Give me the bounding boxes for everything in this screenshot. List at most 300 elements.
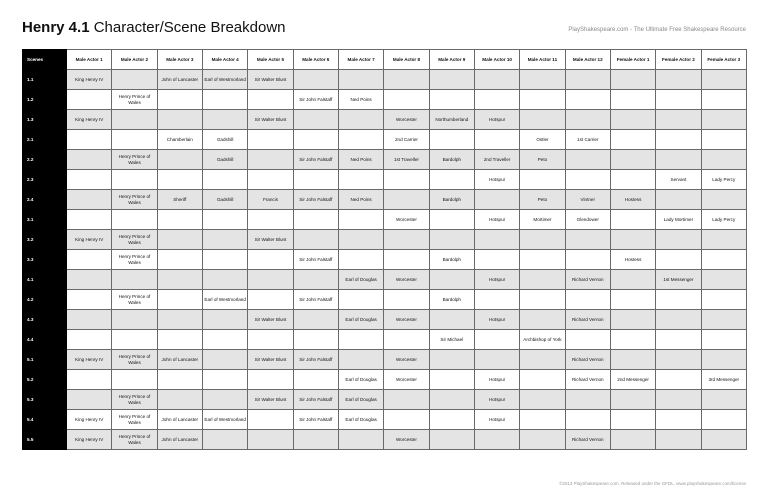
table-row: [23, 210, 747, 230]
role-cell: Hotspur: [474, 410, 519, 430]
role-cell: [157, 150, 202, 170]
role-cell: [520, 250, 565, 270]
role-cell: [293, 310, 338, 330]
role-cell: Worcester: [384, 310, 429, 330]
scene-label: 2.2: [23, 150, 67, 170]
role-cell: [338, 290, 383, 310]
role-cell: [202, 310, 247, 330]
role-cell: Servant: [656, 170, 701, 190]
role-cell: Earl of Douglas: [338, 370, 383, 390]
role-cell: Worcester: [384, 370, 429, 390]
role-cell: [565, 230, 610, 250]
role-cell: [565, 390, 610, 410]
role-cell: [656, 390, 701, 410]
role-cell: [520, 230, 565, 250]
role-cell: [429, 350, 474, 370]
role-cell: Earl of Douglas: [338, 410, 383, 430]
column-header-actor: Male Actor 3: [157, 50, 202, 70]
role-cell: [610, 130, 655, 150]
scene-label: 2.1: [23, 130, 67, 150]
role-cell: [248, 330, 293, 350]
role-cell: [610, 290, 655, 310]
role-cell: Sir John Falstaff: [293, 150, 338, 170]
role-cell: Worcester: [384, 270, 429, 290]
role-cell: [67, 190, 112, 210]
role-cell: [656, 190, 701, 210]
role-cell: Sir John Falstaff: [293, 190, 338, 210]
role-cell: Henry Prince of Wales: [112, 350, 157, 370]
role-cell: Vintner: [565, 190, 610, 210]
role-cell: Bardolph: [429, 150, 474, 170]
role-cell: [565, 290, 610, 310]
role-cell: [565, 70, 610, 90]
role-cell: Peto: [520, 190, 565, 210]
scene-label: 4.2: [23, 290, 67, 310]
role-cell: Hotspur: [474, 370, 519, 390]
role-cell: [157, 370, 202, 390]
role-cell: [656, 130, 701, 150]
role-cell: [384, 390, 429, 410]
role-cell: [293, 70, 338, 90]
table-row: [23, 390, 747, 410]
role-cell: [474, 350, 519, 370]
role-cell: [202, 110, 247, 130]
role-cell: Earl of Westmorland: [202, 70, 247, 90]
role-cell: [202, 430, 247, 450]
role-cell: Archbishop of York: [520, 330, 565, 350]
role-cell: [248, 170, 293, 190]
role-cell: [565, 410, 610, 430]
role-cell: [248, 130, 293, 150]
role-cell: [565, 330, 610, 350]
role-cell: John of Lancaster: [157, 70, 202, 90]
role-cell: [248, 290, 293, 310]
role-cell: [202, 230, 247, 250]
role-cell: [429, 170, 474, 190]
role-cell: [202, 390, 247, 410]
role-cell: [248, 370, 293, 390]
role-cell: [474, 190, 519, 210]
role-cell: [248, 250, 293, 270]
role-cell: [610, 230, 655, 250]
role-cell: [67, 270, 112, 290]
role-cell: [701, 250, 746, 270]
table-row: [23, 110, 747, 130]
role-cell: [67, 90, 112, 110]
role-cell: [520, 270, 565, 290]
role-cell: 1st Messenger: [656, 270, 701, 290]
role-cell: [701, 110, 746, 130]
role-cell: Lady Mortimer: [656, 210, 701, 230]
role-cell: [656, 370, 701, 390]
role-cell: John of Lancaster: [157, 350, 202, 370]
role-cell: John of Lancaster: [157, 430, 202, 450]
role-cell: [338, 130, 383, 150]
role-cell: [610, 110, 655, 130]
role-cell: [384, 250, 429, 270]
role-cell: [67, 290, 112, 310]
role-cell: [429, 130, 474, 150]
role-cell: [656, 250, 701, 270]
scene-label: 2.4: [23, 190, 67, 210]
column-header-actor: Male Actor 5: [248, 50, 293, 70]
role-cell: Mortimer: [520, 210, 565, 230]
role-cell: Bardolph: [429, 250, 474, 270]
role-cell: [248, 270, 293, 290]
role-cell: [474, 70, 519, 90]
role-cell: [293, 210, 338, 230]
role-cell: Hostess: [610, 190, 655, 210]
role-cell: [656, 290, 701, 310]
role-cell: Bardolph: [429, 290, 474, 310]
role-cell: Sir John Falstaff: [293, 90, 338, 110]
role-cell: Gadshill: [202, 130, 247, 150]
role-cell: Hotspur: [474, 110, 519, 130]
role-cell: [338, 210, 383, 230]
scene-label: 5.2: [23, 370, 67, 390]
role-cell: [293, 170, 338, 190]
table-row: [23, 230, 747, 250]
role-cell: Henry Prince of Wales: [112, 410, 157, 430]
role-cell: [656, 410, 701, 430]
header-row: [23, 50, 747, 70]
role-cell: 2nd Traveller: [474, 150, 519, 170]
table-row: [23, 310, 747, 330]
role-cell: [610, 70, 655, 90]
role-cell: [157, 290, 202, 310]
role-cell: [293, 430, 338, 450]
role-cell: Northumberland: [429, 110, 474, 130]
scene-label: 2.3: [23, 170, 67, 190]
role-cell: [429, 70, 474, 90]
role-cell: Richard Vernon: [565, 350, 610, 370]
role-cell: [610, 210, 655, 230]
role-cell: Earl of Douglas: [338, 270, 383, 290]
role-cell: [384, 190, 429, 210]
scene-label: 3.3: [23, 250, 67, 270]
role-cell: [384, 230, 429, 250]
role-cell: [338, 110, 383, 130]
column-header-actor: Male Actor 6: [293, 50, 338, 70]
scene-label: 5.4: [23, 410, 67, 430]
role-cell: Ostler: [520, 130, 565, 150]
role-cell: [384, 70, 429, 90]
role-cell: [67, 250, 112, 270]
role-cell: Worcester: [384, 350, 429, 370]
role-cell: Sir Walter Blunt: [248, 310, 293, 330]
scene-label: 4.4: [23, 330, 67, 350]
table-row: [23, 270, 747, 290]
role-cell: [565, 250, 610, 270]
license-footer: ©2013 PlayShakespeare.com. Released under the GFDL. www.playshakespeare.com/license: [559, 481, 746, 486]
role-cell: [429, 410, 474, 430]
role-cell: Hotspur: [474, 310, 519, 330]
column-header-actor: Male Actor 8: [384, 50, 429, 70]
role-cell: Sir John Falstaff: [293, 390, 338, 410]
role-cell: [701, 390, 746, 410]
role-cell: [157, 110, 202, 130]
role-cell: [520, 390, 565, 410]
role-cell: [157, 170, 202, 190]
role-cell: [474, 90, 519, 110]
role-cell: [656, 70, 701, 90]
role-cell: [112, 270, 157, 290]
role-cell: Richard Vernon: [565, 270, 610, 290]
role-cell: [429, 310, 474, 330]
table-row: [23, 370, 747, 390]
role-cell: [67, 170, 112, 190]
role-cell: [520, 350, 565, 370]
role-cell: Henry Prince of Wales: [112, 290, 157, 310]
role-cell: [656, 110, 701, 130]
role-cell: [157, 90, 202, 110]
role-cell: Hotspur: [474, 170, 519, 190]
table-row: [23, 170, 747, 190]
role-cell: [384, 410, 429, 430]
role-cell: [520, 110, 565, 130]
role-cell: Sir Walter Blunt: [248, 70, 293, 90]
role-cell: [293, 130, 338, 150]
role-cell: [112, 330, 157, 350]
role-cell: [610, 410, 655, 430]
role-cell: Henry Prince of Wales: [112, 230, 157, 250]
role-cell: King Henry IV: [67, 70, 112, 90]
role-cell: Glendower: [565, 210, 610, 230]
role-cell: Hotspur: [474, 210, 519, 230]
column-header-actor: Female Actor 1: [610, 50, 655, 70]
role-cell: Sheriff: [157, 190, 202, 210]
role-cell: [338, 330, 383, 350]
role-cell: [67, 310, 112, 330]
role-cell: [202, 270, 247, 290]
role-cell: Earl of Douglas: [338, 390, 383, 410]
role-cell: [520, 290, 565, 310]
scene-label: 5.1: [23, 350, 67, 370]
role-cell: [248, 430, 293, 450]
role-cell: [202, 250, 247, 270]
role-cell: [520, 70, 565, 90]
role-cell: [429, 430, 474, 450]
role-cell: Henry Prince of Wales: [112, 430, 157, 450]
role-cell: [656, 310, 701, 330]
role-cell: [656, 230, 701, 250]
role-cell: Ned Poins: [338, 150, 383, 170]
role-cell: [610, 150, 655, 170]
role-cell: [157, 390, 202, 410]
role-cell: Sir Walter Blunt: [248, 110, 293, 130]
scene-label: 3.1: [23, 210, 67, 230]
role-cell: Sir John Falstaff: [293, 250, 338, 270]
column-header-actor: Male Actor 7: [338, 50, 383, 70]
role-cell: [610, 430, 655, 450]
role-cell: King Henry IV: [67, 410, 112, 430]
role-cell: Peto: [520, 150, 565, 170]
role-cell: Francis: [248, 190, 293, 210]
scene-label: 1.2: [23, 90, 67, 110]
role-cell: Sir Walter Blunt: [248, 350, 293, 370]
role-cell: Henry Prince of Wales: [112, 90, 157, 110]
role-cell: [112, 370, 157, 390]
role-cell: Richard Vernon: [565, 430, 610, 450]
role-cell: [67, 330, 112, 350]
scene-label: 5.5: [23, 430, 67, 450]
role-cell: [429, 230, 474, 250]
role-cell: [67, 150, 112, 170]
role-cell: 2nd Messenger: [610, 370, 655, 390]
role-cell: [157, 210, 202, 230]
column-header-actor: Male Actor 11: [520, 50, 565, 70]
role-cell: [474, 130, 519, 150]
table-row: [23, 190, 747, 210]
role-cell: 2nd Carrier: [384, 130, 429, 150]
role-cell: [112, 210, 157, 230]
role-cell: [157, 330, 202, 350]
role-cell: Worcester: [384, 110, 429, 130]
role-cell: [429, 370, 474, 390]
role-cell: [338, 170, 383, 190]
role-cell: [656, 330, 701, 350]
role-cell: Ned Poins: [338, 190, 383, 210]
scene-label: 1.1: [23, 70, 67, 90]
table-row: [23, 430, 747, 450]
role-cell: Richard Vernon: [565, 310, 610, 330]
role-cell: Gadshill: [202, 150, 247, 170]
role-cell: [656, 150, 701, 170]
role-cell: [293, 270, 338, 290]
scene-label: 4.1: [23, 270, 67, 290]
role-cell: [384, 330, 429, 350]
role-cell: Bardolph: [429, 190, 474, 210]
role-cell: [112, 310, 157, 330]
role-cell: [701, 330, 746, 350]
role-cell: [157, 230, 202, 250]
role-cell: [701, 230, 746, 250]
role-cell: [610, 310, 655, 330]
role-cell: [202, 370, 247, 390]
role-cell: [610, 90, 655, 110]
role-cell: Lady Percy: [701, 210, 746, 230]
column-header-actor: Male Actor 10: [474, 50, 519, 70]
role-cell: King Henry IV: [67, 110, 112, 130]
role-cell: King Henry IV: [67, 230, 112, 250]
role-cell: [474, 430, 519, 450]
role-cell: [202, 170, 247, 190]
table-row: [23, 290, 747, 310]
column-header-actor: Female Actor 3: [701, 50, 746, 70]
role-cell: [701, 70, 746, 90]
role-cell: [293, 330, 338, 350]
role-cell: [520, 430, 565, 450]
role-cell: Sir John Falstaff: [293, 290, 338, 310]
role-cell: John of Lancaster: [157, 410, 202, 430]
role-cell: [248, 150, 293, 170]
column-header-actor: Female Actor 2: [656, 50, 701, 70]
role-cell: [520, 90, 565, 110]
role-cell: [157, 270, 202, 290]
role-cell: [384, 90, 429, 110]
role-cell: [338, 250, 383, 270]
role-cell: [520, 370, 565, 390]
scene-label: 1.3: [23, 110, 67, 130]
role-cell: [112, 110, 157, 130]
role-cell: [67, 210, 112, 230]
scene-label: 5.3: [23, 390, 67, 410]
role-cell: [474, 230, 519, 250]
role-cell: [112, 130, 157, 150]
role-cell: [67, 370, 112, 390]
role-cell: [202, 330, 247, 350]
role-cell: [610, 330, 655, 350]
column-header-actor: Male Actor 4: [202, 50, 247, 70]
role-cell: [610, 170, 655, 190]
role-cell: [338, 350, 383, 370]
role-cell: [202, 210, 247, 230]
role-cell: [248, 410, 293, 430]
role-cell: Sir John Falstaff: [293, 350, 338, 370]
role-cell: [656, 90, 701, 110]
column-header-scenes: Scenes: [23, 50, 67, 70]
role-cell: [701, 430, 746, 450]
role-cell: [701, 130, 746, 150]
column-header-actor: Male Actor 1: [67, 50, 112, 70]
role-cell: Henry Prince of Wales: [112, 150, 157, 170]
page-title: [22, 19, 286, 36]
role-cell: [565, 110, 610, 130]
role-cell: [701, 90, 746, 110]
column-header-actor: Male Actor 9: [429, 50, 474, 70]
role-cell: Ned Poins: [338, 90, 383, 110]
role-cell: [656, 350, 701, 370]
role-cell: Richard Vernon: [565, 370, 610, 390]
role-cell: [293, 370, 338, 390]
role-cell: [701, 290, 746, 310]
role-cell: [474, 250, 519, 270]
role-cell: [701, 270, 746, 290]
role-cell: [429, 210, 474, 230]
role-cell: [474, 330, 519, 350]
role-cell: [429, 390, 474, 410]
scene-label: 4.3: [23, 310, 67, 330]
role-cell: [112, 170, 157, 190]
role-cell: [384, 290, 429, 310]
role-cell: [565, 150, 610, 170]
role-cell: Earl of Westmorland: [202, 290, 247, 310]
role-cell: [202, 350, 247, 370]
table-row: [23, 70, 747, 90]
site-tagline: PlayShakespeare.com - The Ultimate Free Shakespeare Resource: [568, 27, 746, 33]
role-cell: [565, 170, 610, 190]
role-cell: [565, 90, 610, 110]
role-cell: [338, 230, 383, 250]
role-cell: [248, 90, 293, 110]
table-row: [23, 330, 747, 350]
breakdown-table: [22, 49, 747, 450]
role-cell: Henry Prince of Wales: [112, 250, 157, 270]
role-cell: [701, 150, 746, 170]
role-cell: [338, 70, 383, 90]
breakdown-title: Character/Scene Breakdown: [93, 19, 286, 36]
role-cell: Earl of Douglas: [338, 310, 383, 330]
role-cell: [701, 350, 746, 370]
role-cell: Henry Prince of Wales: [112, 190, 157, 210]
table-row: [23, 250, 747, 270]
role-cell: Hostess: [610, 250, 655, 270]
role-cell: Sir Michael: [429, 330, 474, 350]
role-cell: [384, 170, 429, 190]
role-cell: Hotspur: [474, 390, 519, 410]
role-cell: [520, 310, 565, 330]
play-title: Henry 4.1: [22, 19, 90, 36]
